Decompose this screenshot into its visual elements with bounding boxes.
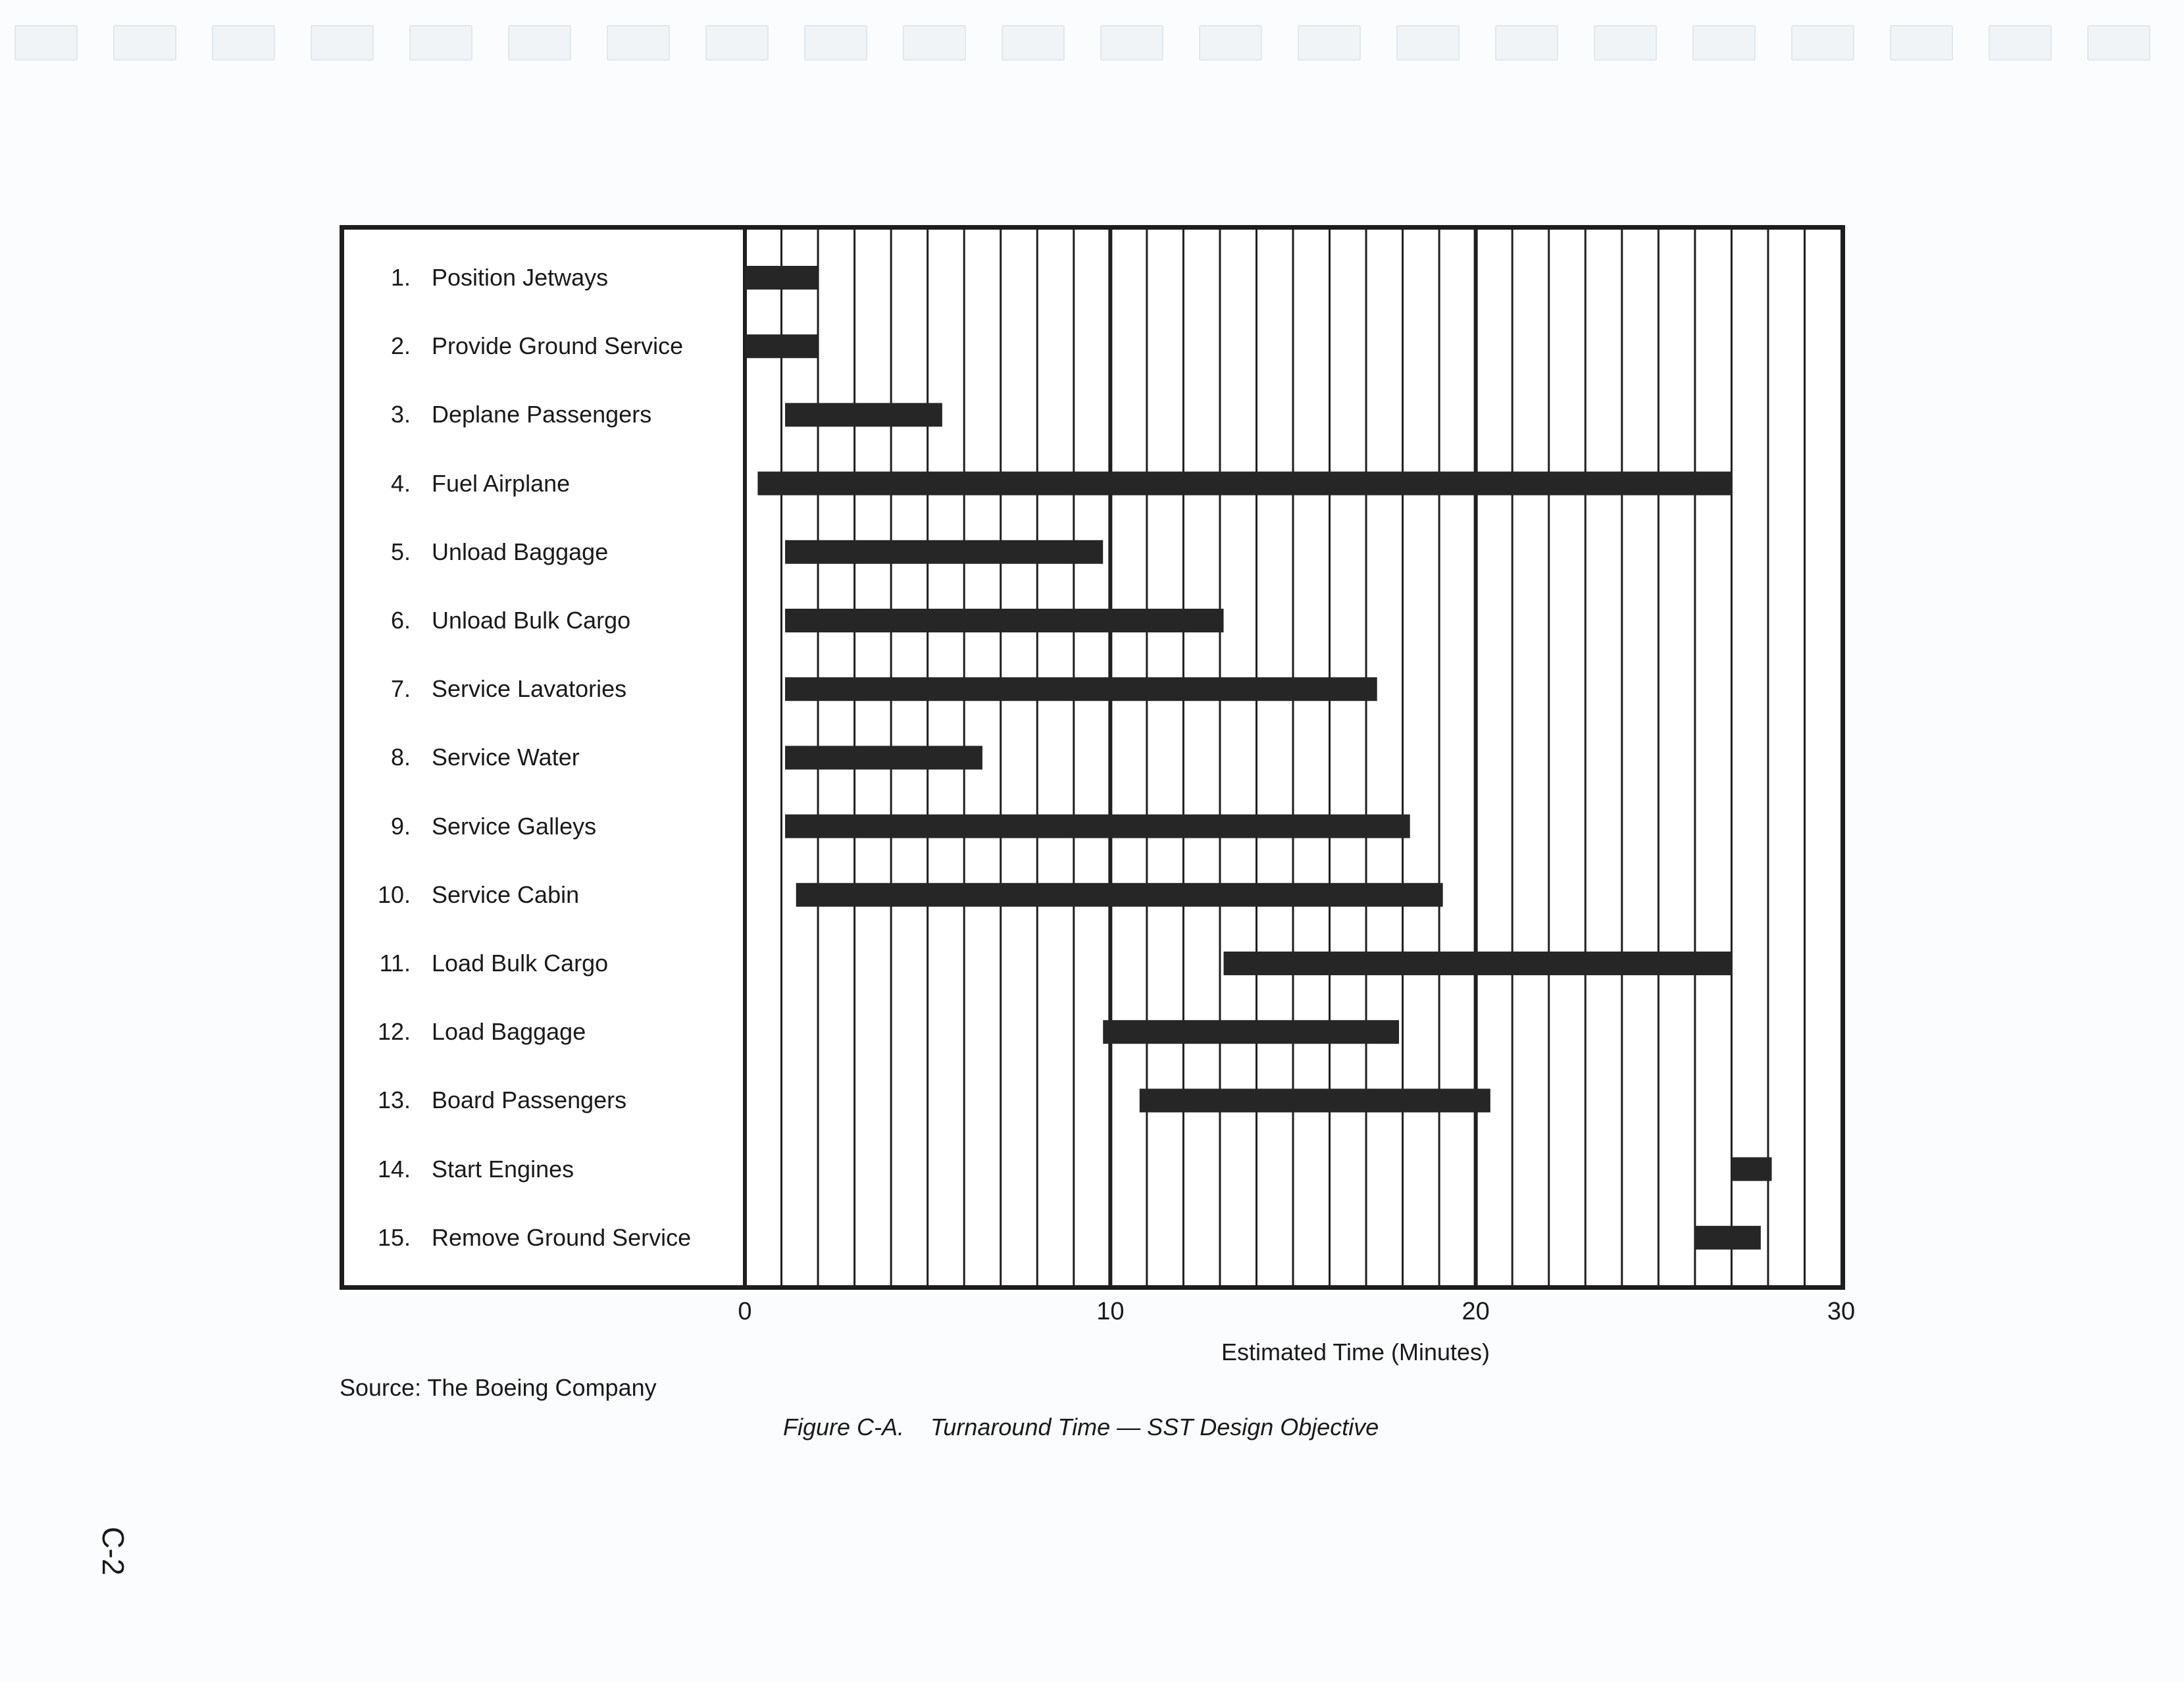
page-number: C-2 xyxy=(96,1526,130,1576)
task-number: 9. xyxy=(390,812,411,840)
task-number: 12. xyxy=(377,1018,411,1046)
task-name: Fuel Airplane xyxy=(432,469,571,497)
task-number: 3. xyxy=(390,401,411,428)
gantt-bar xyxy=(745,266,818,290)
gantt-bar xyxy=(796,883,1443,907)
task-name: Unload Baggage xyxy=(432,538,609,565)
gantt-bar xyxy=(785,677,1377,701)
task-name: Service Cabin xyxy=(432,880,580,908)
x-tick-label: 10 xyxy=(1096,1298,1125,1325)
task-name: Provide Ground Service xyxy=(432,332,684,360)
gantt-bar xyxy=(757,472,1731,496)
gantt-bar xyxy=(1223,952,1731,975)
gantt-bar xyxy=(1731,1158,1771,1181)
task-number: 15. xyxy=(377,1223,411,1251)
task-name: Position Jetways xyxy=(432,264,609,291)
task-number: 5. xyxy=(390,538,411,565)
x-tick-label: 0 xyxy=(738,1298,752,1325)
gantt-bar xyxy=(785,815,1410,838)
gantt-bar xyxy=(745,334,818,358)
x-axis-title: Estimated Time (Minutes) xyxy=(1221,1338,1490,1365)
task-name: Load Bulk Cargo xyxy=(432,950,609,977)
x-tick-label: 30 xyxy=(1827,1298,1856,1325)
task-number: 13. xyxy=(377,1086,411,1114)
task-name: Board Passengers xyxy=(432,1086,627,1114)
gantt-bar xyxy=(785,609,1223,632)
figure-caption: Figure C-A. Turnaround Time — SST Design Objective xyxy=(783,1414,1379,1440)
task-number: 10. xyxy=(377,880,411,908)
task-number: 8. xyxy=(390,744,411,771)
task-number: 1. xyxy=(390,264,411,291)
gantt-bar xyxy=(785,540,1103,564)
gantt-bar xyxy=(1695,1226,1761,1250)
task-number: 4. xyxy=(390,469,411,497)
task-name: Service Water xyxy=(432,744,580,771)
task-name: Unload Bulk Cargo xyxy=(432,607,631,634)
task-number: 2. xyxy=(390,332,411,360)
task-name: Deplane Passengers xyxy=(432,401,652,428)
task-name: Service Galleys xyxy=(432,812,597,840)
gantt-bar xyxy=(785,746,982,769)
x-tick-label: 20 xyxy=(1461,1298,1490,1325)
task-name: Load Baggage xyxy=(432,1018,586,1046)
gantt-bar xyxy=(1103,1020,1399,1044)
source-note: Source: The Boeing Company xyxy=(340,1374,657,1401)
task-name: Service Lavatories xyxy=(432,675,627,703)
task-name: Start Engines xyxy=(432,1155,574,1183)
task-number: 7. xyxy=(390,675,411,703)
task-name: Remove Ground Service xyxy=(432,1223,692,1251)
task-number: 6. xyxy=(390,607,411,634)
gantt-bar xyxy=(1140,1088,1490,1112)
task-number: 14. xyxy=(377,1155,411,1183)
gantt-bar xyxy=(785,403,942,426)
task-number: 11. xyxy=(379,950,411,977)
